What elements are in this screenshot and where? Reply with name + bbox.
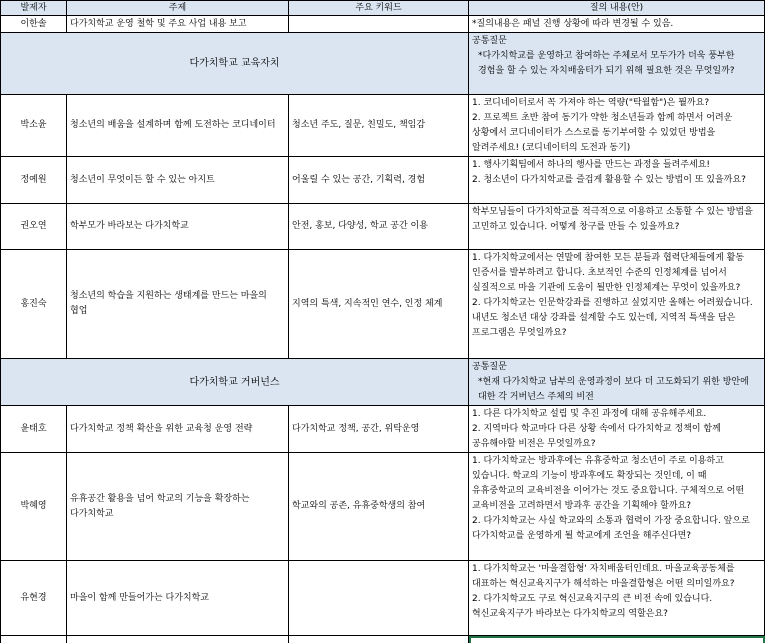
table-row [1, 453, 765, 561]
question-clip [472, 454, 761, 560]
table-row [1, 95, 765, 157]
question-line: 1. 다른 다가치학교 설립 및 추진 과정에 대해 공유해주세요. [472, 409, 707, 419]
question-cell[interactable]: *질의내용은 패널 진행 상황에 따라 변경될 수 있음. [469, 16, 765, 33]
table-row [1, 204, 765, 250]
header-question[interactable]: 질의 내용(안) [469, 1, 765, 16]
table-row [1, 250, 765, 359]
question-cell[interactable] [469, 406, 765, 453]
question-cell[interactable] [469, 95, 765, 157]
empty-cell[interactable] [289, 636, 469, 643]
question-cell[interactable] [469, 561, 765, 636]
keywords-cell[interactable]: 안전, 홍보, 다양성, 학교 공간 이용 [289, 204, 469, 250]
keywords-cell[interactable]: 어울릴 수 있는 공간, 기획력, 경험 [289, 157, 469, 204]
presenter-cell[interactable]: 정예원 [1, 157, 67, 204]
section-row-autonomy [1, 33, 765, 95]
selected-cell[interactable] [469, 636, 765, 643]
section-row-governance [1, 359, 765, 406]
presenter-cell[interactable]: 유현경 [1, 561, 67, 636]
topic-cell[interactable]: 다가치학교 운영 철학 및 주요 사업 내용 보고 [67, 16, 289, 33]
header-row [1, 1, 765, 16]
empty-cell[interactable] [67, 636, 289, 643]
common-question-cell[interactable] [469, 33, 765, 95]
question-line: 학부모님들이 다가치학교를 적극적으로 이용하고 소통할 수 있는 방법을 고민하고 있습니다. 어떻게 창구를 만들 수 있을까요? [472, 207, 753, 232]
question-line: 1. 다가치학교는 '마을결합형' 자치배움터인데요. 마을교육공동체를 대표하는 혁신교육지구가 해석하는 마을결합형은 어떤 의미일까요? [472, 564, 735, 589]
topic-cell[interactable]: 청소년이 무엇이든 할 수 있는 아지트 [67, 157, 289, 204]
keywords-cell[interactable]: 청소년 주도, 질문, 친밀도, 책임감 [289, 95, 469, 157]
keywords-cell[interactable]: 지역의 특색, 지속적인 연수, 인정 체계 [289, 250, 469, 359]
topic-cell[interactable]: 청소년의 학습을 지원하는 생태계를 만드는 마을의 협업 [67, 250, 289, 359]
table-row [1, 561, 765, 636]
presenter-cell[interactable]: 윤태호 [1, 406, 67, 453]
question-line: 2. 청소년이 다가치학교를 즐겁게 활용할 수 있는 방법이 또 있을까요? [472, 175, 746, 185]
table-row [1, 157, 765, 204]
question-line: 2. 프로젝트 초반 참여 동기가 약한 청소년들과 함께 하면서 어려운 상황에서 코디네이터가 스스로를 동기부여할 수 있었던 방법을 알려주세요! (코디네이터의 도전과 동기) [472, 113, 733, 153]
topic-cell[interactable]: 마을이 함께 만들어가는 다가치학교 [67, 561, 289, 636]
table-row [1, 406, 765, 453]
common-question-label: 공통질문 [472, 36, 507, 46]
question-cell[interactable] [469, 250, 765, 359]
topic-cell[interactable]: 청소년의 배움을 설계하며 함께 도전하는 코디네이터 [67, 95, 289, 157]
question-cell[interactable] [469, 204, 765, 250]
question-cell[interactable] [469, 157, 765, 204]
question-line: 2. 다가치학교는 인문학강좌를 진행하고 싶었지만 올해는 어려웠습니다. 내년도 청소년 대상 강좌를 설계할 수도 있는데, 지역적 특색을 담은 프로그램은 무엇일까요? [472, 298, 753, 338]
question-line: 2. 다가치학교는 사실 학교와의 소통과 협력이 가장 중요합니다. 앞으로 다가치학교를 운영하게 될 학교에게 조언을 해주신다면? [472, 516, 750, 541]
question-line: 1. 코디네이터로서 꼭 가져야 하는 역량("탁월함")은 뭘까요? [472, 98, 710, 108]
table-row [1, 16, 765, 33]
common-question-label: 공통질문 [472, 362, 507, 372]
keywords-cell[interactable]: 학교와의 공존, 유휴중학생의 참여 [289, 453, 469, 561]
presenter-cell[interactable]: 박소윤 [1, 95, 67, 157]
question-line: 1. 다가치학교는 방과후에는 유휴중학교 청소년이 주로 이용하고 있습니다. 학교의 기능이 방과후에도 확장되는 것인데, 이 때 유휴중학교의 교육비전을 이어가는 것도 중요합니다. 구체적으로 어떤 교육비전을 고려하면서 방과후 공간을 기획해야 할까요? [472, 456, 745, 511]
header-keywords[interactable]: 주요 키워드 [289, 1, 469, 16]
presenter-cell[interactable]: 권오연 [1, 204, 67, 250]
keywords-cell[interactable] [289, 561, 469, 636]
question-line: 1. 다가치학교에서는 연말에 참여한 모든 분들과 협력단체들에게 활동 인증서를 발부하려고 합니다. 초보적인 수준의 인정체계를 넘어서 실질적으로 마을 기관에 도움이 될만한 인정체계는 무엇이 있을까요? [472, 253, 745, 293]
presenter-cell[interactable]: 홍진숙 [1, 250, 67, 359]
header-presenter[interactable]: 발제자 [1, 1, 67, 16]
question-line: 2. 다가치학교도 구로 혁신교육지구의 큰 비전 속에 있습니다. 혁신교육지구가 바라보는 다가치학교의 역할은요? [472, 594, 713, 619]
question-line: 1. 행사기획팀에서 하나의 행사를 만드는 과정을 들려주세요! [472, 160, 711, 170]
common-question-text: *다가치학교를 운영하고 참여하는 주체로서 모두가가 더욱 풍부한 경험을 할 수 있는 자치배움터가 되기 위해 필요한 것은 무엇일까? [478, 51, 735, 76]
question-cell[interactable] [469, 453, 765, 561]
presenter-cell[interactable]: 박혜영 [1, 453, 67, 561]
question-line: 2. 지역마다 학교마다 다른 상황 속에서 다가치학교 정책이 함께 공유해야할 비전은 무엇일까요? [472, 424, 721, 449]
topic-cell[interactable]: 다가치학교 정책 확산을 위한 교육청 운영 전략 [67, 406, 289, 453]
header-topic[interactable]: 주제 [67, 1, 289, 16]
keywords-cell[interactable] [289, 16, 469, 33]
common-question-text: *현재 다가치학교 남부의 운영과정이 보다 더 고도화되기 위한 방안에 대한 각 거버넌스 주체의 비전 [478, 377, 749, 402]
empty-cell[interactable] [1, 636, 67, 643]
topic-cell[interactable]: 학부모가 바라보는 다가치학교 [67, 204, 289, 250]
keywords-cell[interactable]: 다가치학교 정책, 공간, 위탁운영 [289, 406, 469, 453]
section-title[interactable]: 다가치학교 교육자치 [1, 33, 469, 95]
common-question-cell[interactable] [469, 359, 765, 406]
topic-cell[interactable]: 유휴공간 활용을 넘어 학교의 기능을 확장하는 다가치학교 [67, 453, 289, 561]
presenter-cell[interactable]: 이한솔 [1, 16, 67, 33]
table-row [1, 636, 765, 643]
section-title[interactable]: 다가치학교 거버넌스 [1, 359, 469, 406]
